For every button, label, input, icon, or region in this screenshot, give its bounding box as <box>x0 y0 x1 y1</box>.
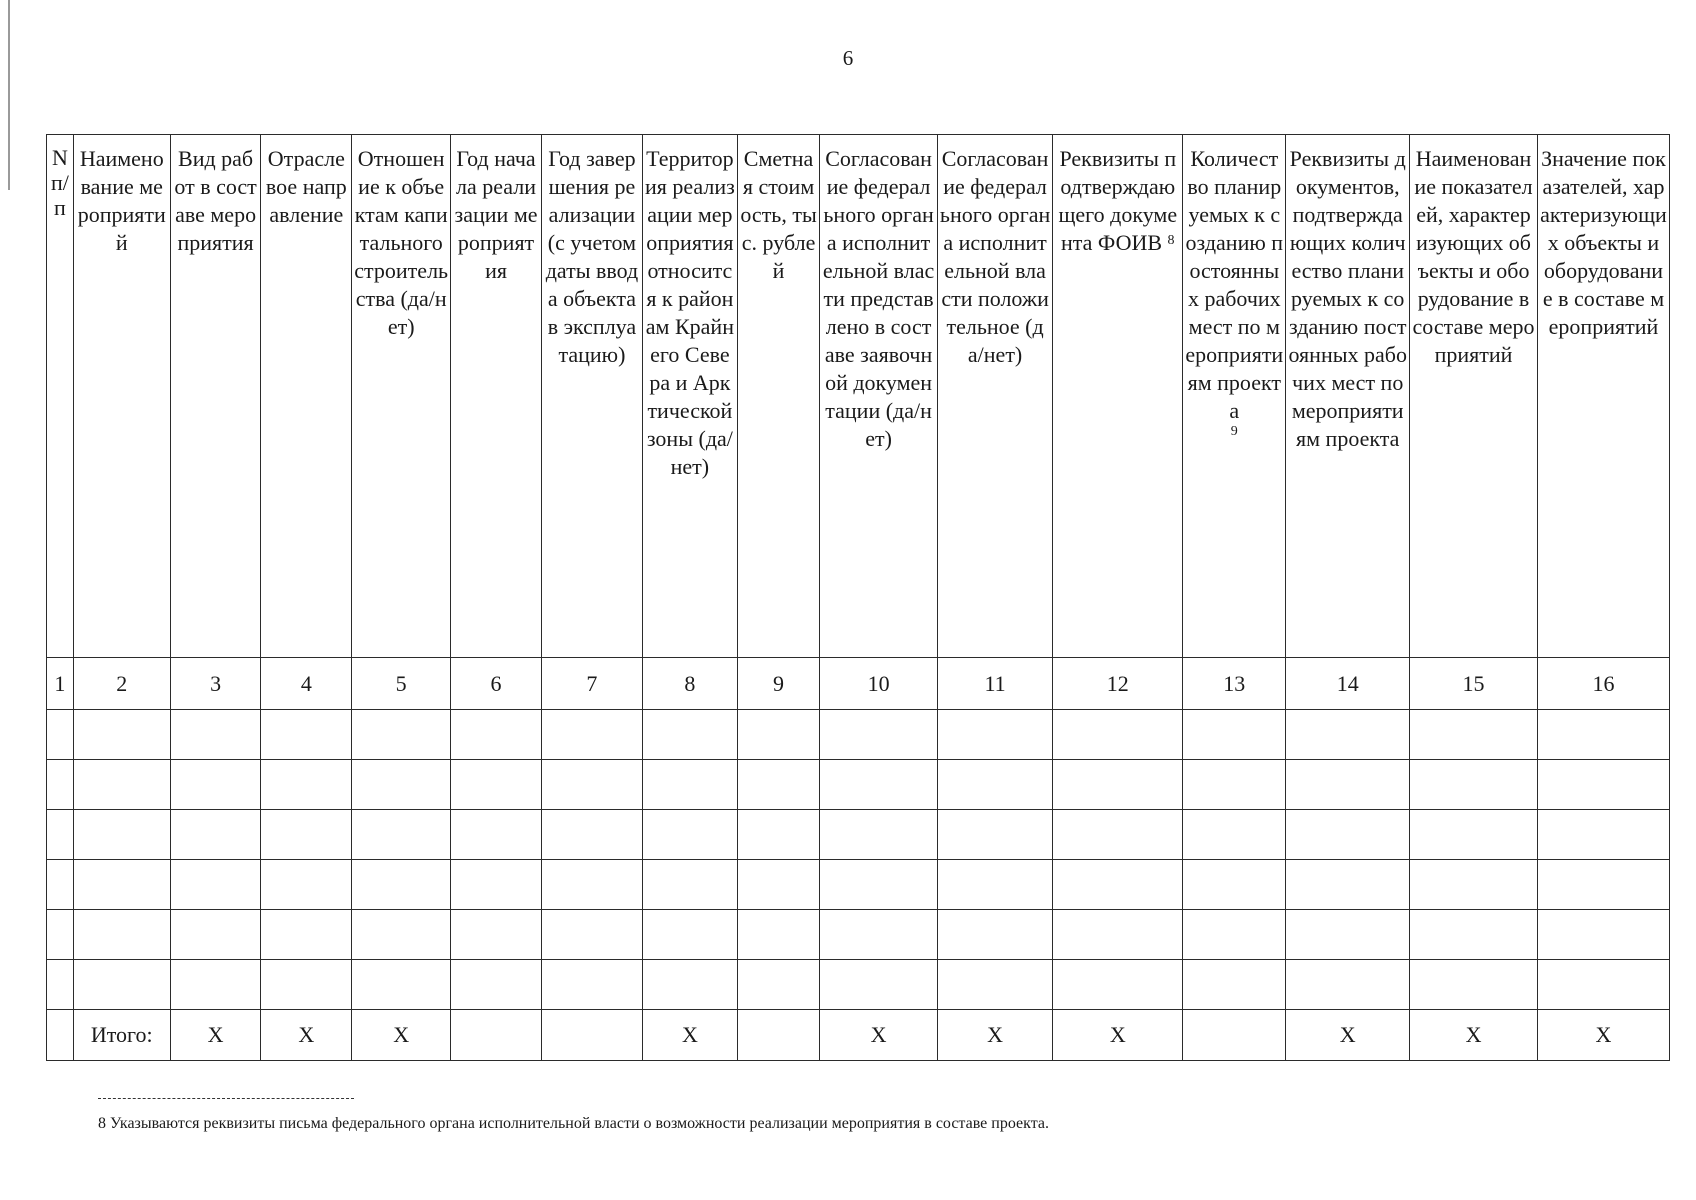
column-number-cell: 12 <box>1053 658 1183 710</box>
empty-cell <box>737 760 819 810</box>
empty-cell <box>1286 910 1410 960</box>
column-number-cell: 10 <box>820 658 938 710</box>
empty-cell <box>541 860 642 910</box>
header-cell-3: Вид работ в составе мероприятия <box>170 135 261 658</box>
empty-cell <box>937 960 1052 1010</box>
empty-cell <box>1053 960 1183 1010</box>
total-cell <box>737 1010 819 1061</box>
empty-cell <box>541 910 642 960</box>
total-cell <box>541 1010 642 1061</box>
empty-cell <box>1286 860 1410 910</box>
empty-cell <box>261 910 352 960</box>
empty-cell <box>1410 810 1538 860</box>
empty-cell <box>47 860 74 910</box>
empty-cell <box>170 710 261 760</box>
empty-cell <box>820 810 938 860</box>
empty-row <box>47 810 1670 860</box>
empty-cell <box>541 810 642 860</box>
column-number-cell: 1 <box>47 658 74 710</box>
header-cell-7: Год завершения реализации (с учетом даты ввода объекта в эксплуатацию) <box>541 135 642 658</box>
empty-cell <box>352 860 451 910</box>
column-number-cell: 5 <box>352 658 451 710</box>
column-number-cell: 6 <box>451 658 542 710</box>
empty-cell <box>737 810 819 860</box>
empty-cell <box>1537 910 1669 960</box>
header-cell-15: Наименование показателей, характеризующих объекты и оборудование в составе мероприятий <box>1410 135 1538 658</box>
column-number-cell: 14 <box>1286 658 1410 710</box>
empty-cell <box>47 910 74 960</box>
total-cell: X <box>937 1010 1052 1061</box>
empty-cell <box>73 760 170 810</box>
header-cell-13-text: Количество планируемых к созданию постоянных рабочих мест по мероприятиям проекта <box>1185 146 1284 423</box>
header-cell-14: Реквизиты документов, подтверждающих количество планируемых к созданию постоянных рабочих мест по мероприятиям проекта <box>1286 135 1410 658</box>
empty-row <box>47 710 1670 760</box>
empty-cell <box>73 710 170 760</box>
empty-cell <box>1053 910 1183 960</box>
column-number-cell: 11 <box>937 658 1052 710</box>
empty-cell <box>261 760 352 810</box>
empty-cell <box>820 760 938 810</box>
scan-edge-line <box>8 0 10 190</box>
column-number-cell: 15 <box>1410 658 1538 710</box>
total-cell: X <box>1537 1010 1669 1061</box>
header-cell-6: Год начала реализации мероприятия <box>451 135 542 658</box>
empty-cell <box>1286 960 1410 1010</box>
empty-cell <box>642 810 737 860</box>
empty-cell <box>820 910 938 960</box>
empty-cell <box>261 960 352 1010</box>
empty-cell <box>47 810 74 860</box>
empty-cell <box>73 810 170 860</box>
header-cell-13 <box>1183 135 1286 658</box>
empty-row <box>47 760 1670 810</box>
empty-cell <box>642 910 737 960</box>
total-cell: X <box>352 1010 451 1061</box>
empty-cell <box>1537 960 1669 1010</box>
empty-cell <box>642 960 737 1010</box>
empty-cell <box>352 960 451 1010</box>
empty-cell <box>1286 810 1410 860</box>
empty-cell <box>73 860 170 910</box>
header-row <box>47 135 1670 658</box>
total-label: Итого: <box>73 1010 170 1061</box>
empty-cell <box>1183 760 1286 810</box>
header-cell-12-text: Реквизиты подтверждающего документа ФОИВ <box>1058 146 1178 255</box>
header-cell-2: Наименование мероприятий <box>73 135 170 658</box>
empty-cell <box>1410 860 1538 910</box>
empty-cell <box>1183 960 1286 1010</box>
empty-cell <box>352 810 451 860</box>
empty-cell <box>1286 710 1410 760</box>
empty-cell <box>170 960 261 1010</box>
header-cell-4: Отраслевое направление <box>261 135 352 658</box>
column-number-cell: 2 <box>73 658 170 710</box>
empty-cell <box>451 710 542 760</box>
empty-cell <box>451 860 542 910</box>
footnote-text: 8 Указываются реквизиты письма федерального органа исполнительной власти о возможности реализации мероприятия в составе проекта. <box>98 1115 1049 1132</box>
empty-cell <box>170 810 261 860</box>
header-cell-9: Сметная стоимость, тыс. рублей <box>737 135 819 658</box>
total-cell: X <box>642 1010 737 1061</box>
footnote-ref-8: 8 <box>1167 233 1175 248</box>
empty-cell <box>541 710 642 760</box>
total-cell: X <box>1286 1010 1410 1061</box>
empty-cell <box>261 860 352 910</box>
empty-cell <box>451 760 542 810</box>
empty-cell <box>451 810 542 860</box>
empty-cell <box>737 910 819 960</box>
empty-cell <box>937 910 1052 960</box>
column-number-cell: 16 <box>1537 658 1669 710</box>
empty-row <box>47 910 1670 960</box>
empty-cell <box>820 710 938 760</box>
column-number-cell: 4 <box>261 658 352 710</box>
empty-cell <box>541 760 642 810</box>
empty-cell <box>451 910 542 960</box>
page-number: 6 <box>842 46 854 70</box>
empty-cell <box>541 960 642 1010</box>
empty-cell <box>1183 910 1286 960</box>
empty-cell <box>352 910 451 960</box>
empty-cell <box>1183 810 1286 860</box>
empty-cell <box>1537 760 1669 810</box>
total-cell: X <box>170 1010 261 1061</box>
events-table <box>46 134 1670 1061</box>
empty-cell <box>1053 810 1183 860</box>
total-cell <box>1183 1010 1286 1061</box>
empty-cell <box>352 710 451 760</box>
empty-cell <box>1286 760 1410 810</box>
empty-cell <box>47 710 74 760</box>
empty-row <box>47 860 1670 910</box>
total-cell <box>47 1010 74 1061</box>
header-cell-16: Значение показателей, характеризующих объекты и оборудование в составе мероприятий <box>1537 135 1669 658</box>
header-cell-5: Отношение к объектам капитального строительства (да/нет) <box>352 135 451 658</box>
empty-cell <box>1410 710 1538 760</box>
footnote-separator <box>98 1098 354 1099</box>
empty-cell <box>642 760 737 810</box>
empty-cell <box>1053 710 1183 760</box>
total-row <box>47 1010 1670 1061</box>
empty-cell <box>73 960 170 1010</box>
empty-cell <box>737 960 819 1010</box>
column-number-cell: 9 <box>737 658 819 710</box>
empty-cell <box>261 810 352 860</box>
empty-cell <box>1410 960 1538 1010</box>
column-number-cell: 8 <box>642 658 737 710</box>
empty-cell <box>1410 910 1538 960</box>
empty-cell <box>1183 710 1286 760</box>
empty-cell <box>1053 760 1183 810</box>
header-cell-10: Согласование федерального органа исполнительной власти представлено в составе заявочной документации (да/нет) <box>820 135 938 658</box>
empty-cell <box>937 860 1052 910</box>
column-number-cell: 7 <box>541 658 642 710</box>
header-cell-1: N п/п <box>47 135 74 658</box>
header-cell-11: Согласование федерального органа исполнительной власти положительное (да/нет) <box>937 135 1052 658</box>
header-cell-8: Территория реализации мероприятия относится к районам Крайнего Севера и Арктической зоны (да/нет) <box>642 135 737 658</box>
total-cell <box>451 1010 542 1061</box>
total-cell: X <box>1410 1010 1538 1061</box>
column-number-row <box>47 658 1670 710</box>
column-number-cell: 3 <box>170 658 261 710</box>
empty-cell <box>1537 860 1669 910</box>
header-cell-12 <box>1053 135 1183 658</box>
footnote-ref-9: 9 <box>1230 424 1238 439</box>
empty-cell <box>170 860 261 910</box>
empty-cell <box>73 910 170 960</box>
empty-cell <box>261 710 352 760</box>
empty-cell <box>642 860 737 910</box>
total-cell: X <box>820 1010 938 1061</box>
empty-cell <box>352 760 451 810</box>
empty-cell <box>170 910 261 960</box>
column-number-cell: 13 <box>1183 658 1286 710</box>
empty-row <box>47 960 1670 1010</box>
empty-cell <box>937 810 1052 860</box>
empty-cell <box>820 860 938 910</box>
empty-cell <box>737 860 819 910</box>
empty-cell <box>1537 710 1669 760</box>
empty-cell <box>1537 810 1669 860</box>
empty-cell <box>451 960 542 1010</box>
empty-cell <box>1183 860 1286 910</box>
empty-cell <box>1053 860 1183 910</box>
empty-cell <box>47 760 74 810</box>
empty-cell <box>937 760 1052 810</box>
empty-cell <box>820 960 938 1010</box>
empty-cell <box>170 760 261 810</box>
empty-cell <box>737 710 819 760</box>
total-cell: X <box>1053 1010 1183 1061</box>
empty-cell <box>642 710 737 760</box>
total-cell: X <box>261 1010 352 1061</box>
empty-cell <box>937 710 1052 760</box>
empty-cell <box>47 960 74 1010</box>
empty-cell <box>1410 760 1538 810</box>
